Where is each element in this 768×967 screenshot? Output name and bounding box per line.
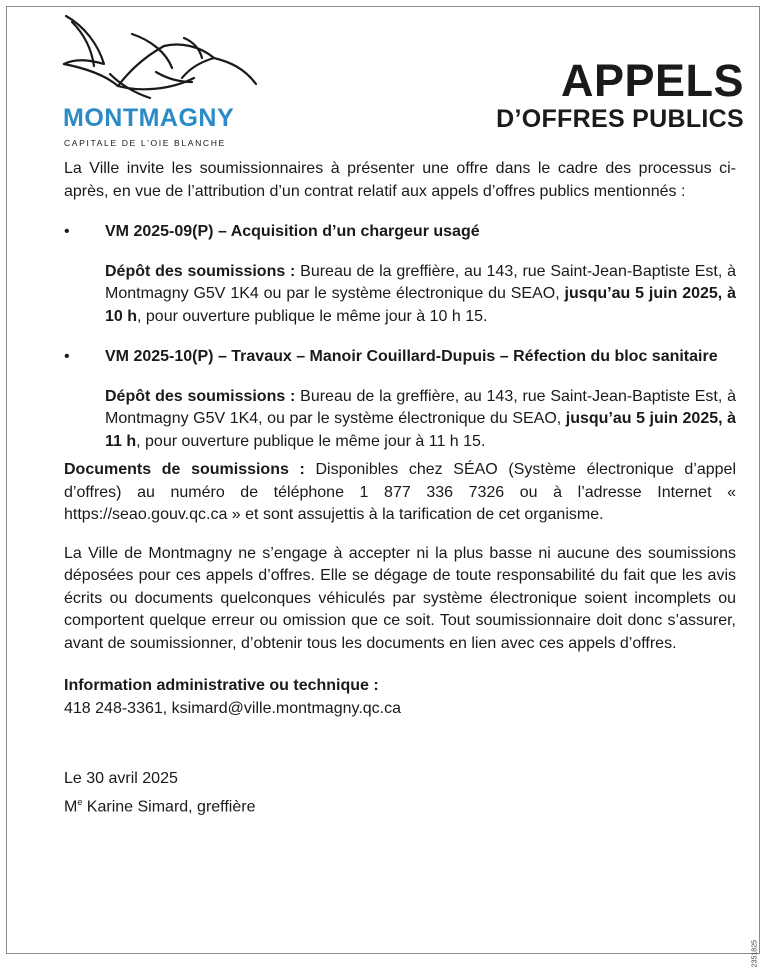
deposit-text: Bureau de la greffière, au 143, rue Saint-Jean-Baptiste Est, à Montmagny G5V 1K4 ou par le système électronique du SEAO, [105, 262, 736, 302]
title-main: APPELS [560, 55, 744, 106]
tender-title-text: VM 2025-09(P) – Acquisition d’un chargeur usagé [105, 223, 480, 240]
side-reference-code: 2351825 [751, 940, 758, 967]
montmagny-logo [60, 12, 260, 148]
notice-body [64, 158, 736, 818]
deposit-label: Dépôt des soumissions : [105, 262, 296, 280]
logo-wordmark: MONTMAGNY [63, 104, 235, 132]
deposit-label: Dépôt des soumissions : [105, 387, 296, 405]
disclaimer-paragraph: La Ville de Montmagny ne s’engage à accepter ni la plus basse ni aucune des soumissions déposées pour ces appels d’offres. Elle se dégage de toute responsabilité du fait que les avis écrits ou documents quelconques véhiculés par système électronique soient incomplets ou comportent quelque erreur ou omission que ce soit. Tout soumissionnaire doit donc s’assurer, avant de soumissionner, d’obtenir tous les documents en lien avec ces appels d’offres. [64, 544, 736, 652]
deposit-deadline: jusqu’au 5 juin 2025, à 10 h [105, 285, 736, 325]
bullet-icon: • [64, 223, 70, 240]
deposit-opening: , pour ouverture publique le même jour à 11 h 15. [136, 432, 486, 450]
signature-name-text: Karine Simard, greffière [82, 797, 256, 815]
tender-deposit-2 [64, 386, 736, 454]
snow-goose-icon [60, 12, 260, 104]
info-label-text: Information administrative ou technique : [64, 677, 379, 694]
signature-title-sup: e [77, 796, 83, 807]
signature-title-prefix: M [64, 797, 78, 815]
documents-label: Documents de soumissions : [64, 461, 305, 478]
deposit-text: Bureau de la greffière, au 143, rue Saint-Jean-Baptiste Est, à Montmagny G5V 1K4, ou par le système électronique du SEAO, [105, 387, 736, 427]
intro-paragraph: La Ville invite les soumissionnaires à présenter une offre dans le cadre des processus ci-après, en vue de l’attribution d’un contrat relatif aux appels d’offres publics mentionnés : [64, 160, 736, 200]
notice-title [496, 55, 744, 134]
deposit-opening: , pour ouverture publique le même jour à 10 h 15. [137, 307, 488, 325]
title-sub: D’OFFRES PUBLICS [496, 105, 744, 133]
tender-title-1 [64, 221, 736, 244]
tender-deposit-1 [64, 261, 736, 329]
tender-title-text: VM 2025-10(P) – Travaux – Manoir Couillard-Dupuis – Réfection du bloc sanitaire [105, 348, 718, 365]
signature-date: Le 30 avril 2025 [64, 770, 178, 787]
logo-tagline: CAPITALE DE L'OIE BLANCHE [64, 138, 226, 148]
tender-title-2 [64, 346, 736, 369]
bullet-icon: • [64, 348, 70, 365]
signature-name [64, 791, 736, 819]
info-label [64, 675, 736, 698]
info-contact: 418 248-3361, ksimard@ville.montmagny.qc.ca [64, 699, 401, 717]
documents-text: Disponibles chez SÉAO (Système électronique d’appel d’offres) au numéro de téléphone 1 877 336 7326 ou à l’adresse Internet « https://seao.gouv.qc.ca » et sont assujettis à la tarification de cet organisme. [64, 461, 737, 523]
documents-paragraph [64, 459, 736, 527]
deposit-deadline: jusqu’au 5 juin 2025, à 11 h [105, 410, 737, 450]
